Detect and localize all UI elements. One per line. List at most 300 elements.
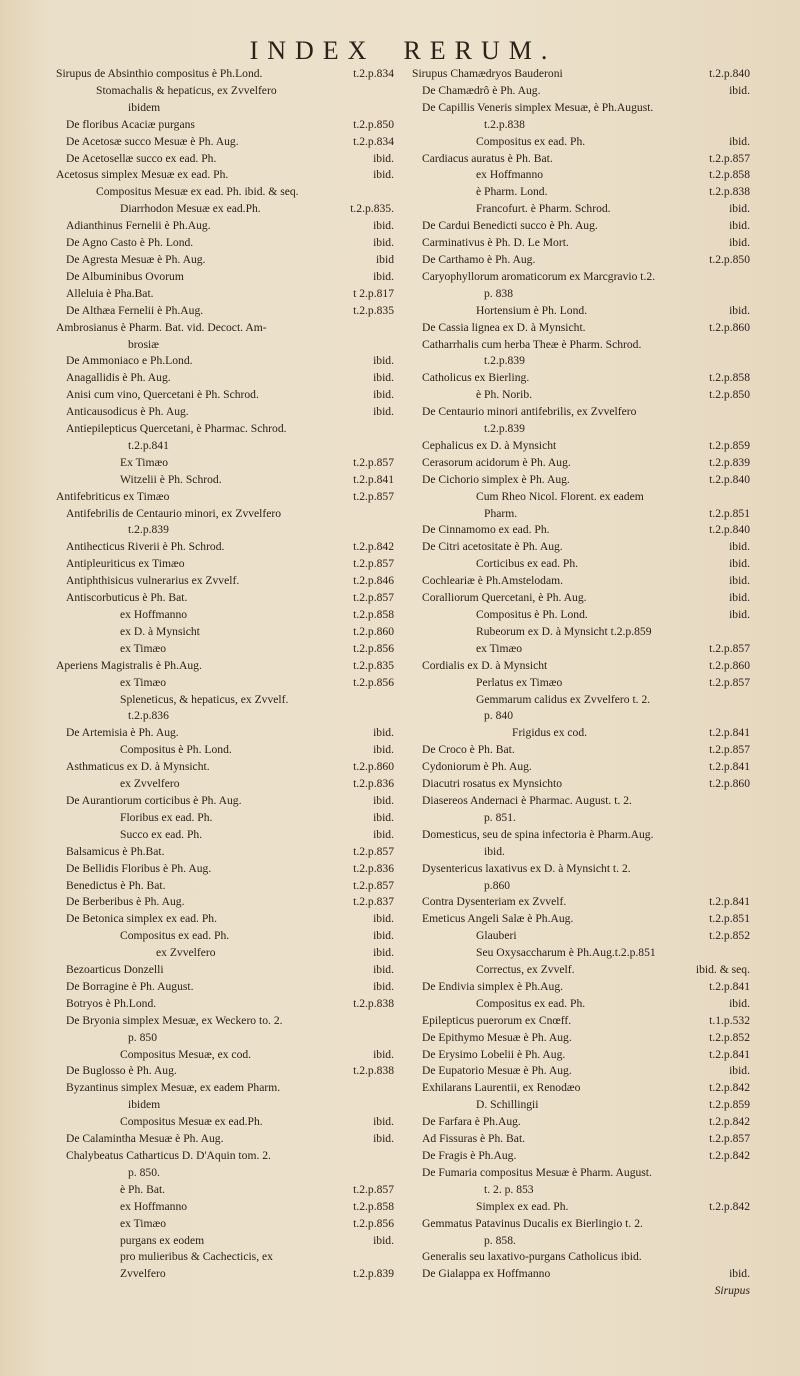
index-entry	[412, 455, 750, 472]
entry-reference: t.2.p.835	[353, 303, 394, 317]
entry-text: Benedictus è Ph. Bat.	[66, 878, 166, 892]
index-entry	[56, 184, 394, 201]
entry-text: p.860	[484, 878, 511, 892]
entry-reference: ibid	[375, 252, 394, 266]
index-entry	[412, 827, 750, 844]
index-entry	[56, 861, 394, 878]
index-entry	[412, 100, 750, 117]
index-entry	[412, 1131, 750, 1148]
entry-reference: ibid.	[373, 827, 394, 841]
index-entry	[56, 1080, 394, 1097]
index-entry	[56, 928, 394, 945]
entry-reference: ibid.	[373, 388, 394, 402]
entry-text: p. 858.	[484, 1233, 516, 1247]
entry-text: Corticibus ex ead. Ph.	[476, 557, 579, 571]
entry-reference: ibid.	[373, 726, 394, 740]
entry-text: Catharrhalis cum herba Theæ è Pharm. Schrod.	[422, 337, 642, 351]
index-entry	[56, 692, 394, 709]
index-entry	[412, 1148, 750, 1165]
entry-reference: ibid.	[373, 354, 394, 368]
index-entry	[56, 539, 394, 556]
entry-text: p. 850	[128, 1030, 157, 1044]
entry-reference: t.2.p.841	[709, 1047, 750, 1061]
index-entry	[56, 252, 394, 269]
entry-text: Adianthinus Fernelii è Ph.Aug.	[66, 219, 211, 233]
entry-text: t. 2. p. 853	[484, 1182, 534, 1196]
index-entry	[56, 979, 394, 996]
index-entry	[412, 979, 750, 996]
entry-reference: t.2.p.846	[353, 574, 394, 588]
index-entry	[56, 827, 394, 844]
index-entry	[412, 776, 750, 793]
index-entry	[412, 151, 750, 168]
entry-reference: ibid.	[373, 743, 394, 757]
entry-text: Ad Fissuras è Ph. Bat.	[422, 1132, 526, 1146]
entry-text: De Endivia simplex è Ph.Aug.	[422, 979, 564, 993]
entry-reference: t.2.p.841	[709, 760, 750, 774]
entry-reference: t.2.p.858	[709, 371, 750, 385]
index-entry	[56, 320, 394, 337]
page-header	[56, 36, 750, 66]
header-word-index: INDEX	[249, 36, 376, 65]
index-entry	[56, 590, 394, 607]
entry-text: Diacutri rosatus ex Mynsichto	[422, 777, 563, 791]
entry-reference: ibid.	[373, 1115, 394, 1129]
index-entry	[56, 421, 394, 438]
entry-text: Witzelii è Ph. Schrod.	[120, 472, 222, 486]
index-entry	[412, 759, 750, 776]
index-entry-continuation	[56, 708, 394, 725]
entry-text: De Cichorio simplex è Ph. Aug.	[422, 472, 570, 486]
entry-text: De Farfara è Ph.Aug.	[422, 1115, 521, 1129]
index-entry	[412, 624, 750, 641]
catchword: Sirupus	[714, 1284, 750, 1298]
entry-text: Diarrhodon Mesuæ ex ead.Ph.	[120, 202, 261, 216]
entry-text: Sirupus Chamædryos Bauderoni	[412, 67, 563, 80]
entry-reference: ibid.	[373, 1233, 394, 1247]
index-entry	[56, 1148, 394, 1165]
entry-text: è Ph. Norib.	[476, 388, 533, 402]
index-entry	[56, 1047, 394, 1064]
entry-text: De Cinnamomo ex ead. Ph.	[422, 523, 550, 537]
entry-text: Contra Dysenteriam ex Zvvelf.	[422, 895, 567, 909]
index-entry	[412, 1114, 750, 1131]
entry-text: Cochleariæ è Ph.Amstelodam.	[422, 574, 564, 588]
index-entry	[56, 387, 394, 404]
entry-reference: t.2.p.858	[353, 1199, 394, 1213]
entry-text: Botryos è Ph.Lond.	[66, 996, 157, 1010]
index-entry	[56, 1249, 394, 1266]
entry-reference: t.2.p.840	[709, 523, 750, 537]
entry-text: De Citri acetositate è Ph. Aug.	[422, 540, 563, 554]
entry-reference: t.2.p.856	[353, 641, 394, 655]
entry-reference: ibid.	[373, 810, 394, 824]
entry-reference: ibid.	[373, 269, 394, 283]
entry-text: Anisi cum vino, Quercetani è Ph. Schrod.	[66, 388, 259, 402]
index-entry	[412, 1030, 750, 1047]
entry-reference: ibid.	[373, 929, 394, 943]
index-entry-continuation	[412, 1233, 750, 1250]
entry-reference: ibid.	[729, 1267, 750, 1281]
index-entry	[56, 66, 394, 83]
index-entry	[56, 201, 394, 218]
entry-text: Caryophyllorum aromaticorum ex Marcgravio t.2.	[422, 269, 656, 283]
entry-reference: ibid.	[729, 202, 750, 216]
index-entry	[56, 134, 394, 151]
entry-text: t.2.p.841	[128, 438, 169, 452]
entry-reference: t.2.p.835.	[350, 202, 394, 216]
entry-text: De Bellidis Floribus è Ph. Aug.	[66, 861, 212, 875]
entry-text: Sirupus de Absinthio compositus è Ph.Lond.	[56, 67, 263, 80]
entry-text: De floribus Acaciæ purgans	[66, 117, 195, 131]
entry-text: Compositus Mesuæ, ex cod.	[120, 1047, 252, 1061]
entry-text: ibidem	[128, 100, 161, 114]
entry-text: Gemmatus Patavinus Ducalis ex Bierlingio t. 2.	[422, 1216, 643, 1230]
index-entry-continuation	[56, 522, 394, 539]
index-entry	[56, 167, 394, 184]
entry-text: Perlatus ex Timæo	[476, 675, 563, 689]
entry-reference: ibid.	[729, 996, 750, 1010]
entry-reference: t.2.p.857	[709, 151, 750, 165]
entry-reference: t.2.p.841	[353, 472, 394, 486]
entry-reference: t.2.p.851	[709, 506, 750, 520]
index-entry	[412, 252, 750, 269]
entry-text: De Buglosso è Ph. Aug.	[66, 1064, 177, 1078]
entry-text: ex Timæo	[476, 641, 523, 655]
entry-text: Simplex ex ead. Ph.	[476, 1199, 569, 1213]
index-entry	[412, 556, 750, 573]
entry-text: Epilepticus puerorum ex Cnœff.	[422, 1013, 572, 1027]
entry-text: Seu Oxysaccharum è Ph.Aug.t.2.p.851	[476, 946, 656, 960]
right-column	[412, 66, 750, 1283]
entry-text: Exhilarans Laurentii, ex Renodæo	[422, 1081, 581, 1095]
index-entry-continuation	[56, 100, 394, 117]
index-entry	[56, 1233, 394, 1250]
entry-text: Antiphthisicus vulnerarius ex Zvvelf.	[66, 574, 240, 588]
entry-reference: ibid.	[373, 236, 394, 250]
entry-text: Chalybeatus Catharticus D. D'Aquin tom. 2.	[66, 1149, 271, 1162]
entry-text: De Calamintha Mesuæ è Ph. Aug.	[66, 1132, 224, 1146]
index-entry	[56, 911, 394, 928]
entry-text: Cordialis ex D. à Mynsicht	[422, 658, 548, 672]
entry-reference: t.2.p.841	[709, 979, 750, 993]
entry-text: De Betonica simplex ex ead. Ph.	[66, 912, 218, 926]
entry-text: De Fragis è Ph.Aug.	[422, 1149, 517, 1162]
index-entry	[412, 996, 750, 1013]
index-entry	[56, 1216, 394, 1233]
index-entry	[412, 269, 750, 286]
entry-reference: ibid.	[373, 979, 394, 993]
entry-text: Hortensium è Ph. Lond.	[476, 303, 588, 317]
entry-text: Compositus è Ph. Lond.	[120, 743, 232, 757]
entry-text: Ambrosianus è Pharm. Bat. vid. Decoct. Am-	[56, 320, 267, 334]
entry-reference: ibid.	[373, 219, 394, 233]
index-entry	[412, 438, 750, 455]
entry-reference: ibid.	[373, 793, 394, 807]
entry-text: De Borragine è Ph. August.	[66, 979, 194, 993]
entry-reference: t.2.p.857	[353, 1182, 394, 1196]
index-entry-continuation	[412, 1182, 750, 1199]
entry-text: Cydoniorum è Ph. Aug.	[422, 760, 532, 774]
entry-reference: t.2.p.852	[709, 929, 750, 943]
entry-text: De Acetosæ succo Mesuæ è Ph. Aug.	[66, 134, 239, 148]
entry-text: Francofurt. è Pharm. Schrod.	[476, 202, 611, 216]
index-entry	[412, 83, 750, 100]
entry-reference: ibid.	[729, 236, 750, 250]
entry-reference: ibid.	[729, 557, 750, 571]
entry-text: De Epithymo Mesuæ è Ph. Aug.	[422, 1030, 572, 1044]
index-entry	[412, 387, 750, 404]
index-entry	[412, 1080, 750, 1097]
index-entry-continuation	[56, 337, 394, 354]
entry-reference: ibid.	[729, 303, 750, 317]
entry-reference: t.2.p.857	[709, 641, 750, 655]
entry-reference: ibid.	[373, 371, 394, 385]
index-entry	[412, 1165, 750, 1182]
entry-reference: t.2.p.860	[709, 777, 750, 791]
left-column	[56, 66, 394, 1283]
entry-reference: t.2.p.857	[353, 844, 394, 858]
entry-reference: ibid.	[729, 134, 750, 148]
entry-text: Compositus ex ead. Ph.	[476, 134, 586, 148]
index-entry	[56, 793, 394, 810]
entry-text: Compositus Mesuæ ex ead.Ph.	[120, 1115, 263, 1129]
header-word-rerum: RERUM.	[403, 36, 557, 65]
index-entry	[56, 1182, 394, 1199]
index-entry	[56, 573, 394, 590]
entry-reference: t.2.p.835	[353, 658, 394, 672]
index-entry	[412, 658, 750, 675]
entry-text: t.2.p.836	[128, 709, 169, 723]
entry-text: Compositus ex ead. Ph.	[120, 929, 230, 943]
index-entry	[412, 1216, 750, 1233]
index-columns	[56, 66, 750, 1283]
entry-text: Pharm.	[484, 506, 518, 520]
entry-text: Antifebriticus ex Timæo	[56, 489, 170, 503]
entry-text: Compositus ex ead. Ph.	[476, 996, 586, 1010]
entry-text: Bezoarticus Donzelli	[66, 963, 164, 977]
entry-text: t.2.p.839	[484, 354, 525, 368]
entry-text: Catholicus ex Bierling.	[422, 371, 530, 385]
entry-text: Asthmaticus ex D. à Mynsicht.	[66, 760, 210, 774]
index-entry	[412, 675, 750, 692]
index-entry	[56, 742, 394, 759]
entry-text: Frigidus ex cod.	[512, 726, 588, 740]
index-entry	[56, 844, 394, 861]
index-entry	[56, 1013, 394, 1030]
entry-text: De Centaurio minori antifebrilis, ex Zvvelfero	[422, 405, 637, 419]
entry-text: Acetosus simplex Mesuæ ex ead. Ph.	[56, 168, 229, 182]
index-entry	[56, 894, 394, 911]
entry-reference: t.2.p.860	[353, 760, 394, 774]
entry-reference: ibid.	[373, 946, 394, 960]
entry-text: t.2.p.838	[484, 117, 525, 131]
entry-text: Cerasorum acidorum è Ph. Aug.	[422, 455, 571, 469]
index-entry	[56, 404, 394, 421]
entry-text: De Agresta Mesuæ è Ph. Aug.	[66, 252, 206, 266]
entry-text: Cum Rheo Nicol. Florent. ex eadem	[476, 489, 644, 503]
entry-text: Compositus Mesuæ ex ead. Ph. ibid. & seq.	[96, 185, 299, 199]
entry-reference: t.2.p.857	[353, 455, 394, 469]
index-entry	[412, 370, 750, 387]
index-entry	[412, 539, 750, 556]
entry-text: Byzantinus simplex Mesuæ, ex eadem Pharm.	[66, 1081, 281, 1095]
entry-text: Anagallidis è Ph. Aug.	[66, 371, 171, 385]
entry-reference: t.2.p.857	[353, 557, 394, 571]
entry-reference: ibid.	[729, 591, 750, 605]
index-entry-continuation	[412, 878, 750, 895]
entry-text: Succo ex ead. Ph.	[120, 827, 203, 841]
entry-reference: t.2.p.839	[709, 455, 750, 469]
entry-reference: ibid.	[729, 540, 750, 554]
entry-reference: t.2.p.857	[353, 489, 394, 503]
entry-text: De Acetosellæ succo ex ead. Ph.	[66, 151, 217, 165]
entry-text: Floribus ex ead. Ph.	[120, 810, 213, 824]
index-entry	[412, 573, 750, 590]
entry-reference: t.2.p.842	[709, 1081, 750, 1095]
entry-reference: t.2.p.856	[353, 1216, 394, 1230]
entry-text: ex Zvvelfero	[156, 946, 216, 960]
entry-reference: t.2.p.842	[353, 540, 394, 554]
entry-text: pro mulieribus & Cachecticis, ex	[120, 1250, 273, 1264]
entry-reference: ibid.	[373, 168, 394, 182]
index-entry	[56, 1199, 394, 1216]
entry-reference: t.2.p.850	[709, 388, 750, 402]
entry-text: De Agno Casto è Ph. Lond.	[66, 236, 194, 250]
entry-text: D. Schillingii	[476, 1098, 539, 1112]
index-entry	[56, 1114, 394, 1131]
entry-text: Stomachalis & hepaticus, ex Zvvelfero	[96, 83, 277, 97]
entry-reference: t 2.p.817	[353, 286, 394, 300]
entry-text: De Ammoniaco e Ph.Lond.	[66, 354, 193, 368]
entry-text: p. 851.	[484, 810, 516, 824]
index-entry	[412, 894, 750, 911]
entry-text: De Chamædrô è Ph. Aug.	[422, 83, 541, 97]
entry-text: Rubeorum ex D. à Mynsicht t.2.p.859	[476, 624, 652, 638]
entry-reference: t.2.p.858	[709, 168, 750, 182]
entry-text: ex Hoffmanno	[120, 608, 188, 621]
index-entry	[412, 134, 750, 151]
entry-text: Cephalicus ex D. à Mynsicht	[422, 438, 557, 452]
entry-reference: t.2.p.860	[709, 658, 750, 672]
index-entry	[56, 472, 394, 489]
entry-text: Carminativus è Ph. D. Le Mort.	[422, 236, 569, 250]
index-entry	[56, 286, 394, 303]
entry-reference: t.2.p.842	[709, 1115, 750, 1129]
entry-text: De Aurantiorum corticibus è Ph. Aug.	[66, 793, 242, 807]
index-entry-continuation	[412, 421, 750, 438]
entry-text: è Pharm. Lond.	[476, 185, 548, 199]
index-entry	[412, 472, 750, 489]
entry-text: De Eupatorio Mesuæ è Ph. Aug.	[422, 1064, 572, 1078]
entry-text: Antihecticus Riverii è Ph. Schrod.	[66, 540, 225, 554]
entry-reference: t.2.p.837	[353, 895, 394, 909]
entry-text: Antiscorbuticus è Ph. Bat.	[66, 591, 188, 605]
index-entry	[56, 455, 394, 472]
index-entry	[412, 1013, 750, 1030]
entry-reference: t.2.p.860	[353, 624, 394, 638]
entry-reference: t.2.p.842	[709, 1149, 750, 1162]
entry-text: p. 840	[484, 709, 513, 723]
index-entry-continuation	[56, 1097, 394, 1114]
entry-reference: t.2.p.838	[353, 996, 394, 1010]
entry-reference: t.2.p.838	[709, 185, 750, 199]
entry-reference: ibid.	[373, 1132, 394, 1146]
index-entry	[412, 489, 750, 506]
entry-text: brosiæ	[128, 337, 159, 351]
entry-reference: t.2.p.850	[353, 117, 394, 131]
index-entry-continuation	[412, 844, 750, 861]
entry-text: purgans ex eodem	[120, 1233, 205, 1247]
entry-text: De Erysimo Lobelii è Ph. Aug.	[422, 1047, 566, 1061]
entry-reference: t.2.p.857	[709, 675, 750, 689]
index-entry	[412, 742, 750, 759]
entry-reference: ibid.	[729, 1064, 750, 1078]
entry-text: Zvvelfero	[120, 1267, 166, 1281]
index-entry-continuation	[412, 117, 750, 134]
entry-text: p. 850.	[128, 1165, 160, 1179]
index-entry	[56, 303, 394, 320]
index-entry	[412, 692, 750, 709]
entry-reference: t.2.p.841	[709, 726, 750, 740]
entry-text: Compositus è Ph. Lond.	[476, 608, 588, 621]
entry-text: Alleluia è Pha.Bat.	[66, 286, 154, 300]
index-entry	[56, 353, 394, 370]
entry-text: De Althæa Fernelii è Ph.Aug.	[66, 303, 204, 317]
entry-reference: t.2.p.859	[709, 1098, 750, 1112]
entry-reference: ibid.	[373, 405, 394, 419]
index-entry	[412, 725, 750, 742]
entry-text: t.2.p.839	[484, 422, 525, 436]
index-entry-continuation	[412, 708, 750, 725]
entry-reference: t.2.p.858	[353, 608, 394, 621]
entry-text: Antipleuriticus ex Timæo	[66, 557, 185, 571]
entry-text: Antiepilepticus Quercetani, è Pharmac. Schrod.	[66, 422, 287, 436]
index-entry	[56, 810, 394, 827]
index-entry	[412, 522, 750, 539]
entry-reference: t.2.p.840	[709, 472, 750, 486]
index-entry	[412, 184, 750, 201]
entry-text: De Carthamo è Ph. Aug.	[422, 252, 536, 266]
entry-text: Balsamicus è Ph.Bat.	[66, 844, 165, 858]
entry-reference: t.2.p.839	[353, 1267, 394, 1281]
entry-text: Gemmarum calidus ex Zvvelfero t. 2.	[476, 692, 651, 706]
entry-reference: t.2.p.834	[353, 134, 394, 148]
index-entry	[56, 235, 394, 252]
entry-reference: t.2.p.836	[353, 777, 394, 791]
entry-text: De Fumaria compositus Mesuæ è Pharm. August.	[422, 1165, 652, 1179]
entry-reference: t.2.p.857	[353, 878, 394, 892]
entry-reference: t.1.p.532	[709, 1013, 750, 1027]
index-entry	[412, 303, 750, 320]
entry-text: ex Timæo	[120, 675, 167, 689]
index-entry	[56, 607, 394, 624]
index-entry	[56, 218, 394, 235]
entry-reference: ibid.	[373, 1047, 394, 1061]
entry-text: De Cardui Benedicti succo è Ph. Aug.	[422, 219, 598, 233]
index-entry	[412, 861, 750, 878]
index-entry	[56, 489, 394, 506]
index-entry	[412, 167, 750, 184]
index-entry	[412, 962, 750, 979]
index-entry	[412, 337, 750, 354]
index-entry	[412, 1063, 750, 1080]
entry-text: Generalis seu laxativo-purgans Catholicus ibid.	[422, 1250, 642, 1264]
index-entry	[412, 1266, 750, 1283]
entry-reference: t.2.p.840	[709, 67, 750, 80]
entry-text: Diasereos Andernaci è Pharmac. August. t. 2.	[422, 793, 632, 807]
entry-reference: ibid.	[729, 83, 750, 97]
